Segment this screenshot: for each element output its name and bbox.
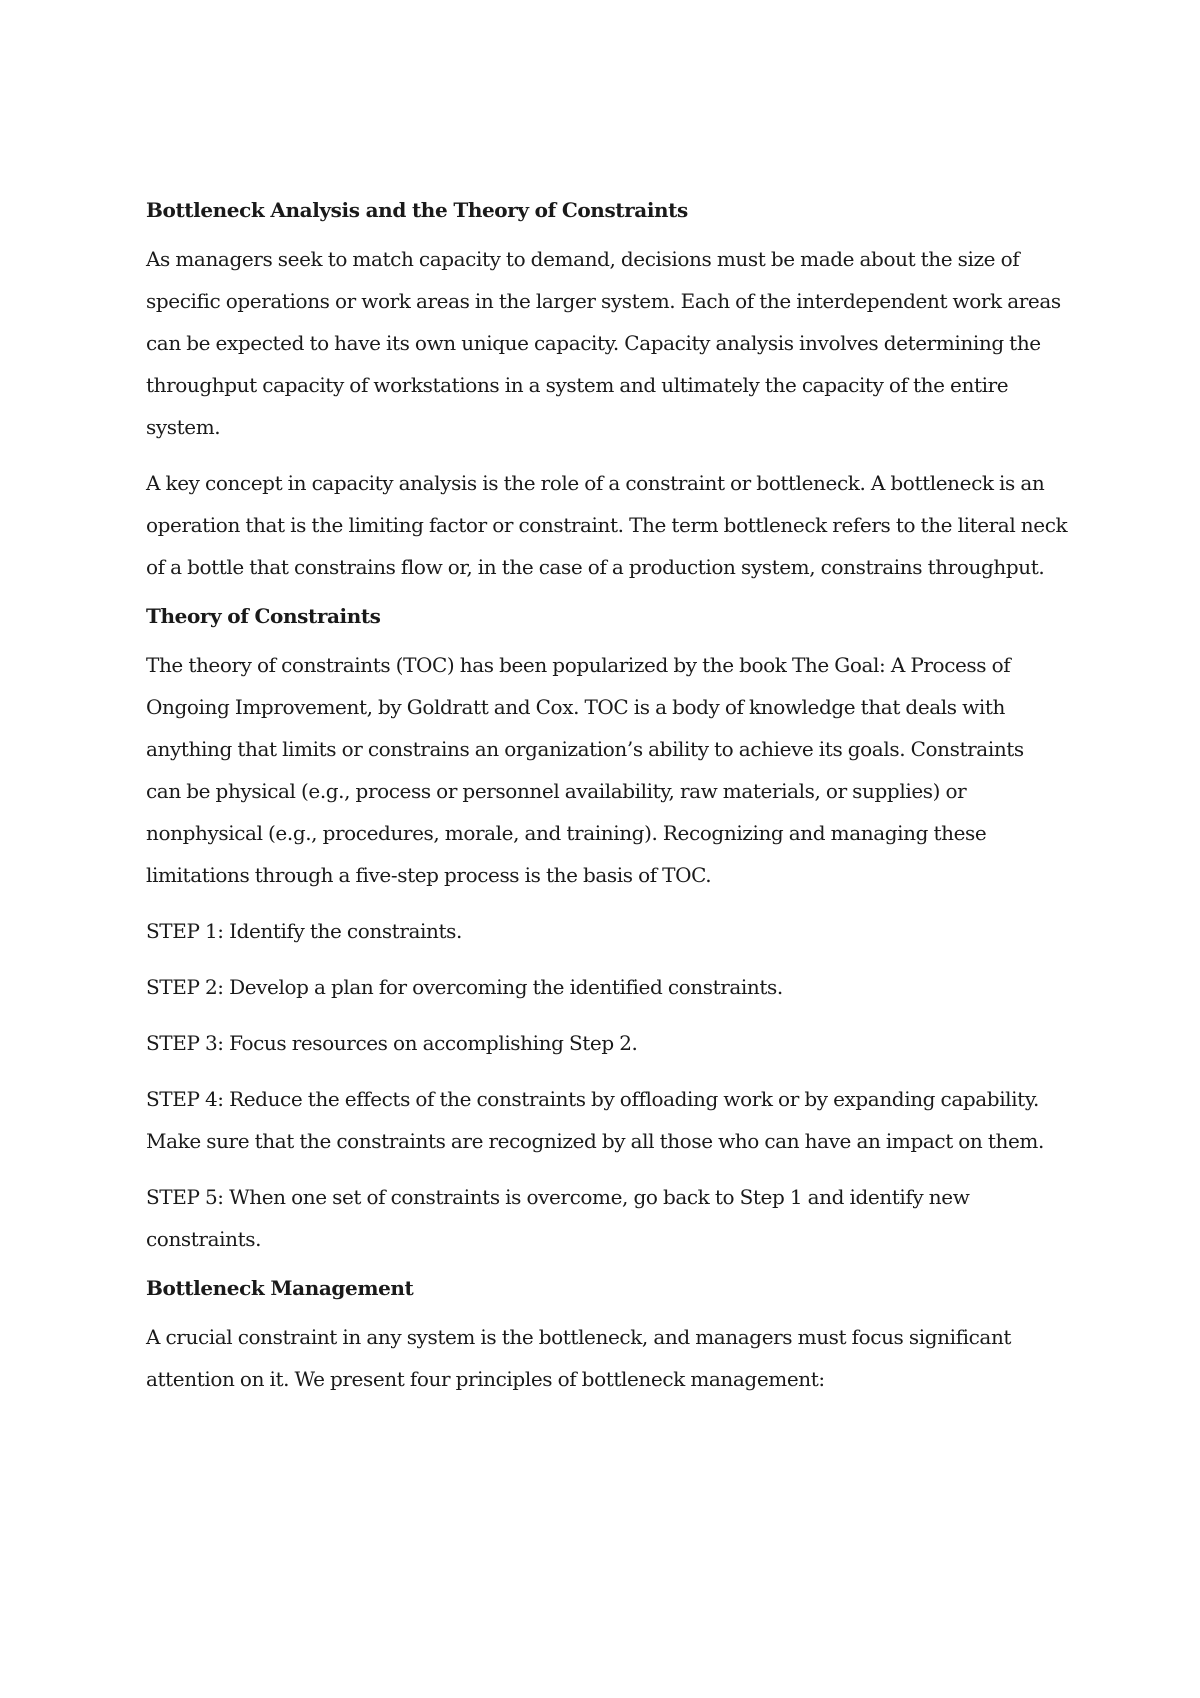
text-line: As managers seek to match capacity to demand, decisions must be made about the size of bbox=[146, 247, 1020, 271]
paragraph-capacity-analysis bbox=[146, 238, 1066, 448]
text-line: limitations through a five-step process is the basis of TOC. bbox=[146, 863, 712, 887]
section-heading-theory-of-constraints: Theory of Constraints bbox=[146, 604, 381, 628]
text-line: anything that limits or constrains an organization’s ability to achieve its goals. Constraints bbox=[146, 737, 1024, 761]
text-line: throughput capacity of workstations in a system and ultimately the capacity of the entire bbox=[146, 373, 1009, 397]
text-line: Ongoing Improvement, by Goldratt and Cox. TOC is a body of knowledge that deals with bbox=[146, 695, 1005, 719]
step-3 bbox=[146, 1022, 1066, 1064]
text-line: system. bbox=[146, 415, 221, 439]
step-4 bbox=[146, 1078, 1066, 1162]
text-line: A crucial constraint in any system is the bottleneck, and managers must focus significant bbox=[146, 1325, 1012, 1349]
text-line: The theory of constraints (TOC) has been popularized by the book The Goal: A Process of bbox=[146, 653, 1011, 677]
text-line: nonphysical (e.g., procedures, morale, and training). Recognizing and managing these bbox=[146, 821, 987, 845]
text-line: STEP 2: Develop a plan for overcoming the identified constraints. bbox=[146, 975, 783, 999]
text-line: STEP 4: Reduce the effects of the constraints by offloading work or by expanding capability. bbox=[146, 1087, 1040, 1111]
text-line: A key concept in capacity analysis is the role of a constraint or bottleneck. A bottleneck is an bbox=[146, 471, 1045, 495]
paragraph-bottleneck-management bbox=[146, 1316, 1066, 1400]
text-line: STEP 3: Focus resources on accomplishing Step 2. bbox=[146, 1031, 638, 1055]
text-line: STEP 1: Identify the constraints. bbox=[146, 919, 462, 943]
step-5 bbox=[146, 1176, 1066, 1260]
document-page bbox=[146, 196, 1066, 1414]
step-2 bbox=[146, 966, 1066, 1008]
text-line: specific operations or work areas in the larger system. Each of the interdependent work areas bbox=[146, 289, 1061, 313]
step-1 bbox=[146, 910, 1066, 952]
text-line: constraints. bbox=[146, 1227, 262, 1251]
text-line: can be physical (e.g., process or personnel availability, raw materials, or supplies) or bbox=[146, 779, 967, 803]
section-heading-bottleneck-analysis: Bottleneck Analysis and the Theory of Constraints bbox=[146, 198, 688, 222]
paragraph-bottleneck-concept bbox=[146, 462, 1066, 588]
text-line: can be expected to have its own unique capacity. Capacity analysis involves determining the bbox=[146, 331, 1041, 355]
text-line: STEP 5: When one set of constraints is overcome, go back to Step 1 and identify new bbox=[146, 1185, 970, 1209]
paragraph-toc-overview bbox=[146, 644, 1066, 896]
text-line: attention on it. We present four principles of bottleneck management: bbox=[146, 1367, 825, 1391]
text-line: of a bottle that constrains flow or, in the case of a production system, constrains throughput. bbox=[146, 555, 1045, 579]
text-line: operation that is the limiting factor or constraint. The term bottleneck refers to the literal neck bbox=[146, 513, 1068, 537]
text-line: Make sure that the constraints are recognized by all those who can have an impact on them. bbox=[146, 1129, 1044, 1153]
section-heading-bottleneck-management: Bottleneck Management bbox=[146, 1276, 414, 1300]
